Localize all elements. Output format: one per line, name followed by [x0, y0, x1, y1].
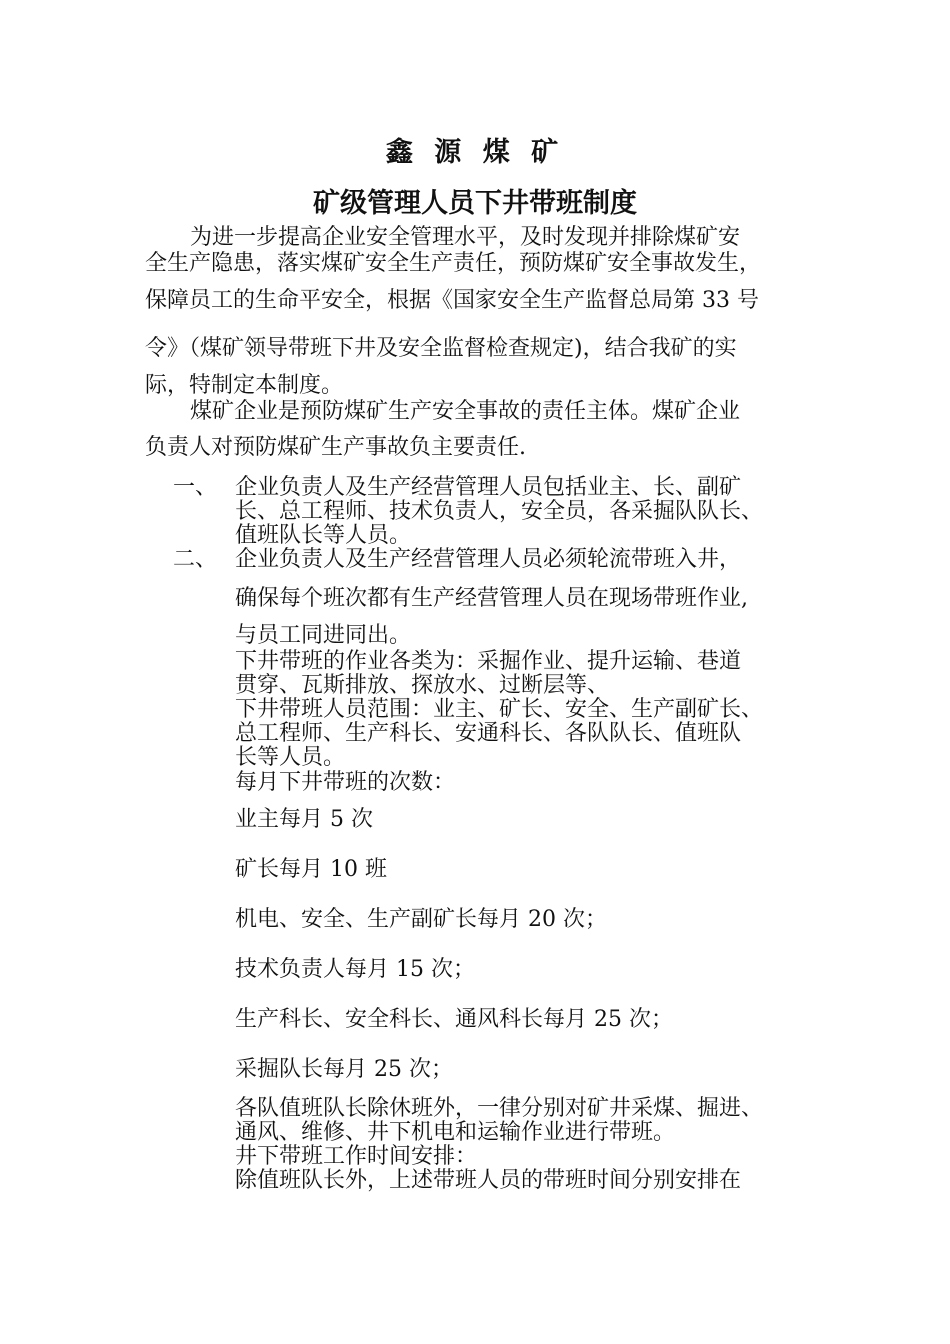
intro-line: 际，特制定本制度。 — [145, 373, 344, 398]
list-item-line: 机电、安全、生产副矿长每月 20 次； — [235, 907, 607, 932]
list-item-line: 长、总工程师、技术负责人，安全员，各采掘队队长、 — [235, 499, 764, 524]
intro-line: 令》（煤矿领导带班下井及安全监督检查规定)，结合我矿的实 — [145, 336, 737, 361]
list-item-line: 下井带班的作业各类为：采掘作业、提升运输、巷道 — [235, 649, 742, 674]
list-item-line: 总工程师、生产科长、安通科长、各队队长、值班队 — [235, 721, 742, 746]
intro-line: 保障员工的生命平安全，根据《国家安全生产监督总局第 33 号 — [145, 288, 759, 313]
list-item-line: 企业负责人及生产经营管理人员必须轮流带班入井， — [235, 547, 742, 572]
list-item-line: 值班队长等人员。 — [235, 523, 412, 548]
list-item-line: 井下带班工作时间安排： — [235, 1144, 478, 1169]
list-item-line: 业主每月 5 次 — [235, 807, 373, 832]
list-item-line: 贯穿、瓦斯排放、探放水、过断层等、 — [235, 673, 610, 698]
list-item-line: 下井带班人员范围：业主、矿长、安全、生产副矿长、 — [235, 697, 764, 722]
intro-line: 全生产隐患，落实煤矿安全生产责任，预防煤矿安全事故发生， — [145, 251, 762, 276]
list-item-line: 通风、维修、井下机电和运输作业进行带班。 — [235, 1120, 676, 1145]
list-item-line: 企业负责人及生产经营管理人员包括业主、长、副矿 — [235, 475, 742, 500]
document-title: 矿级管理人员下井带班制度 — [313, 188, 637, 219]
list-item-line: 确保每个班次都有生产经营管理人员在现场带班作业, — [235, 586, 748, 611]
list-item-line: 技术负责人每月 15 次； — [235, 957, 475, 982]
list-item-line: 除值班队长外，上述带班人员的带班时间分别安排在 — [235, 1168, 742, 1193]
list-item-line: 长等人员。 — [235, 745, 346, 770]
list-number: 二、 — [173, 547, 218, 572]
list-item-line: 与员工同进同出。 — [235, 623, 412, 648]
list-item-line: 生产科长、安全科长、通风科长每月 25 次； — [235, 1007, 673, 1032]
paragraph-line: 负责人对预防煤矿生产事故负主要责任. — [145, 435, 526, 460]
list-item-line: 矿长每月 10 班 — [235, 857, 387, 882]
list-item-line: 每月下井带班的次数： — [235, 770, 456, 795]
intro-line: 为进一步提高企业安全管理水平，及时发现并排除煤矿安 — [190, 225, 741, 250]
company-title: 鑫 源 煤 矿 — [385, 137, 565, 168]
list-number: 一、 — [173, 475, 218, 500]
paragraph-line: 煤矿企业是预防煤矿生产安全事故的责任主体。煤矿企业 — [190, 399, 741, 424]
list-item-line: 各队值班队长除休班外，一律分别对矿井采煤、掘进、 — [235, 1096, 764, 1121]
list-item-line: 采掘队长每月 25 次； — [235, 1057, 453, 1082]
